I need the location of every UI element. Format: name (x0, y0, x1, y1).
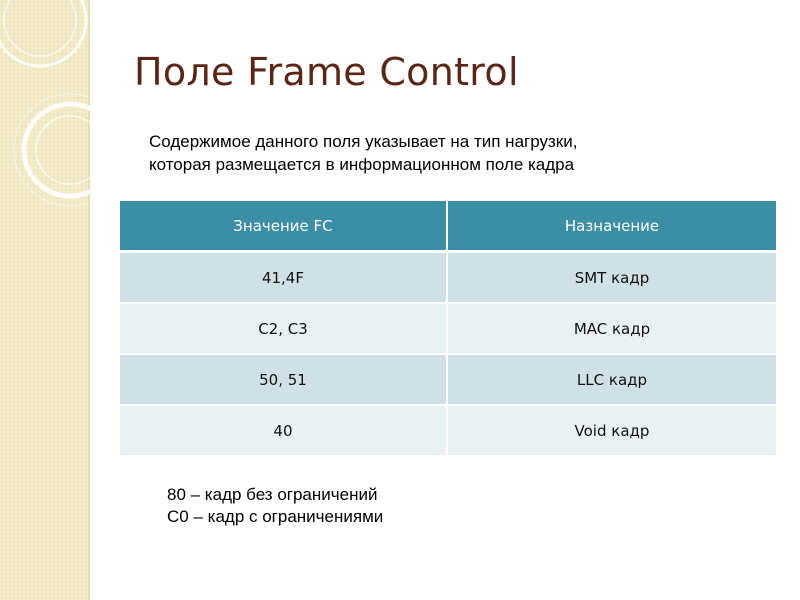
intro-line: Содержимое данного поля указывает на тип нагрузки, (149, 132, 578, 151)
table-cell-fc-value: 40 (120, 405, 447, 456)
footnote-line: 80 – кадр без ограничений (167, 485, 378, 504)
table-row (120, 354, 776, 405)
footnote-line: C0 – кадр с ограничениями (167, 507, 384, 526)
table-cell-purpose: SMT кадр (447, 252, 776, 304)
slide-title: Поле Frame Control (134, 50, 519, 94)
table-cell-fc-value: C2, C3 (120, 303, 447, 354)
table-cell-purpose: LLC кадр (447, 354, 776, 405)
intro-text (149, 130, 709, 176)
table-cell-purpose: MAC кадр (447, 303, 776, 354)
table-row (120, 405, 776, 456)
table-cell-fc-value: 41,4F (120, 252, 447, 304)
column-header-fc-value: Значение FC (120, 201, 447, 252)
table-cell-purpose: Void кадр (447, 405, 776, 456)
footnotes (167, 484, 383, 528)
column-header-purpose: Назначение (447, 201, 776, 252)
frame-control-table (120, 201, 776, 457)
table-row (120, 303, 776, 354)
intro-line: которая размещается в информационном поле кадра (149, 155, 575, 174)
ring-ornament-icon (0, 0, 100, 260)
table-row (120, 252, 776, 304)
table-header-row (120, 201, 776, 252)
decorative-side-strip (0, 0, 90, 600)
table-cell-fc-value: 50, 51 (120, 354, 447, 405)
